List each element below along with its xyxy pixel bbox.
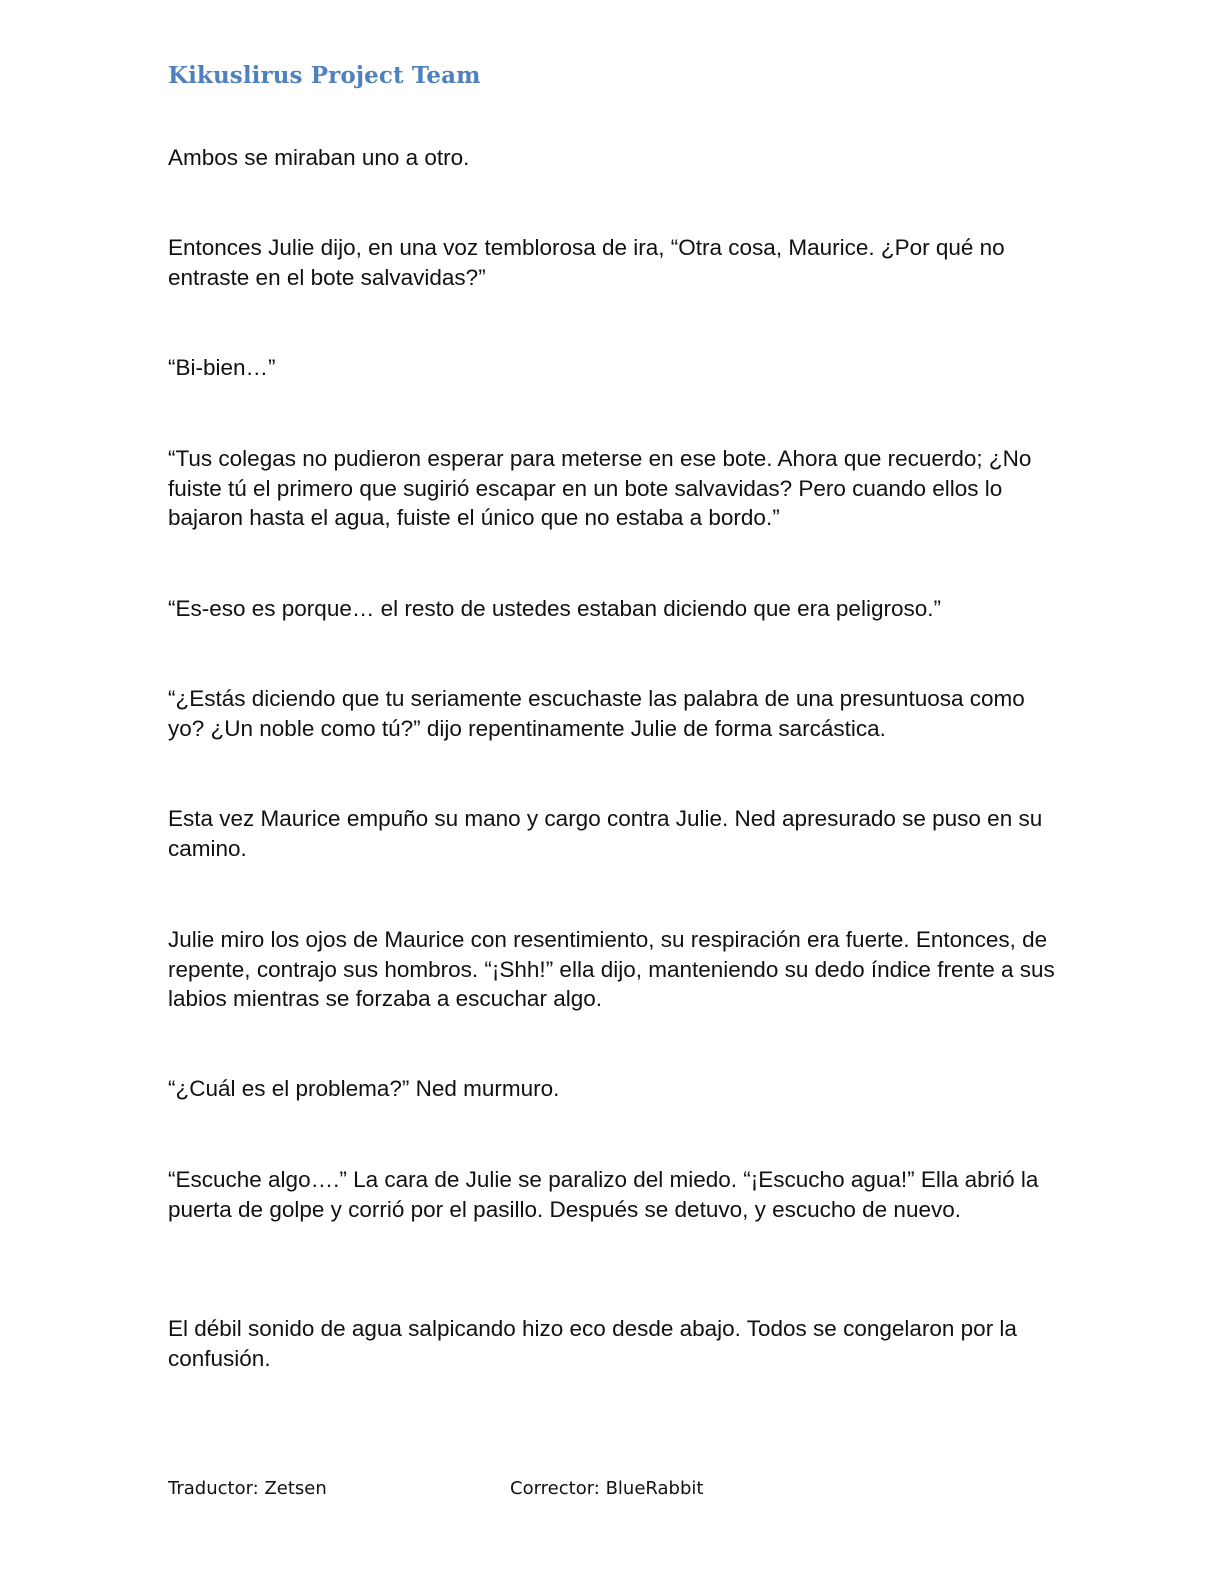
paragraph: “Bi-bien…” xyxy=(168,355,276,380)
paragraph: “Escuche algo….” La cara de Julie se paralizo del miedo. “¡Escucho agua!” Ella abrió la puerta de golpe y corrió por el pasillo. Después se detuvo, y escucho de nuevo. xyxy=(168,1167,1039,1222)
paragraph: “¿Estás diciendo que tu seriamente escuchaste las palabra de una presuntuosa como yo? ¿Un noble como tú?” dijo repentinamente Julie de forma sarcástica. xyxy=(168,686,1025,741)
paragraph: El débil sonido de agua salpicando hizo eco desde abajo. Todos se congelaron por la confusión. xyxy=(168,1316,1017,1371)
paragraph: “Es-eso es porque… el resto de ustedes estaban diciendo que era peligroso.” xyxy=(168,596,941,621)
footer-corrector: Corrector: BlueRabbit xyxy=(510,1478,704,1499)
paragraph: Esta vez Maurice empuño su mano y cargo contra Julie. Ned apresurado se puso en su camino. xyxy=(168,806,1043,861)
paragraph: “Tus colegas no pudieron esperar para meterse en ese bote. Ahora que recuerdo; ¿No fuiste tú el primero que sugirió escapar en un bote salvavidas? Pero cuando ellos lo bajaron hasta el agua, fuiste el único que no estaba a bordo.” xyxy=(168,446,1032,531)
paragraph: Julie miro los ojos de Maurice con resentimiento, su respiración era fuerte. Entonces, de repente, contrajo sus hombros. “¡Shh!” ella dijo, manteniendo su dedo índice frente a sus labios mientras se forzaba a escuchar algo. xyxy=(168,927,1055,1012)
paragraph: Ambos se miraban uno a otro. xyxy=(168,145,470,170)
footer-translator: Traductor: Zetsen xyxy=(168,1478,327,1499)
paragraph: “¿Cuál es el problema?” Ned murmuro. xyxy=(168,1076,560,1101)
header-title: Kikuslirus Project Team xyxy=(168,62,481,89)
paragraph: Entonces Julie dijo, en una voz temblorosa de ira, “Otra cosa, Maurice. ¿Por qué no entraste en el bote salvavidas?” xyxy=(168,235,1005,290)
